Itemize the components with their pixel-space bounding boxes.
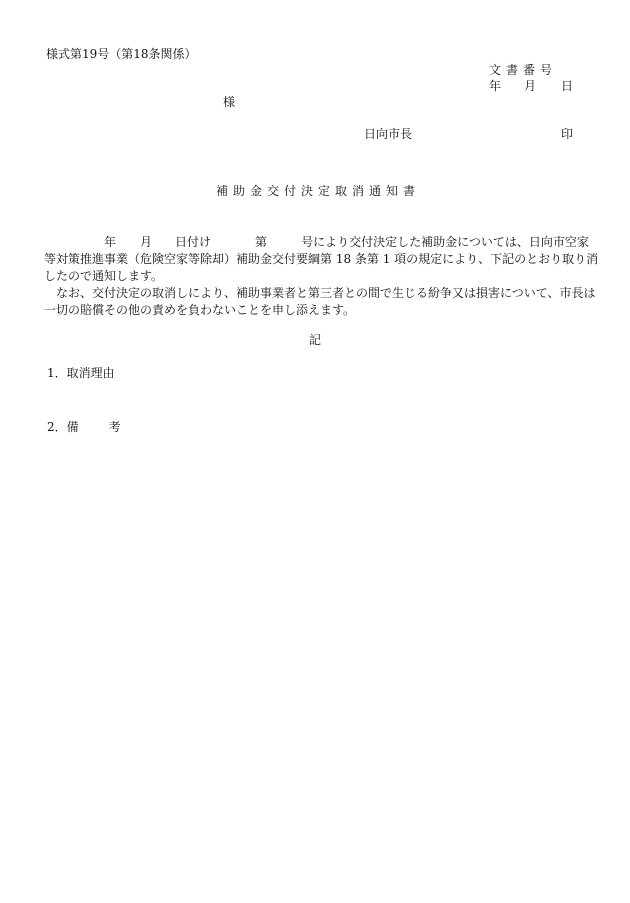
issuer-name: 日向市長 (364, 127, 413, 141)
paragraph1-line2: 等対策推進事業（危険空家等除却）補助金交付要綱第 18 条第 1 項の規定により、下記のとおり取り消 (44, 252, 599, 266)
paragraph2-line2: 一切の賠償その他の責めを負わないことを申し添えます。 (44, 303, 356, 317)
form-number: 様式第19号（第18条関係） (46, 47, 197, 61)
item-2-number: 2． (47, 420, 67, 434)
body-text (44, 235, 599, 320)
paragraph1-year: 年 (104, 235, 117, 249)
item-1 (47, 366, 115, 380)
item-1-number: 1． (47, 366, 67, 380)
item-2 (47, 420, 121, 434)
paragraph1-dated: 日付け (175, 235, 212, 249)
paragraph1-line1 (44, 235, 590, 252)
date-month-label: 月 (524, 79, 537, 93)
date-day-label: 日 (561, 79, 574, 93)
paragraph1-line3: したので通知します。 (44, 269, 164, 283)
item-1-label: 取消理由 (66, 366, 115, 380)
paragraph2-line1: なお、交付決定の取消しにより、補助事業者と第三者との間で生じる紛争又は損害について、市長は (44, 286, 596, 300)
paragraph1-rest: 号により交付決定した補助金については、日向市空家 (301, 235, 589, 249)
item-2-label-part1: 備 (66, 420, 79, 434)
document-title: 補助金交付決定取消通知書 (216, 184, 421, 198)
date-year-label: 年 (489, 79, 502, 93)
ki-heading: 記 (309, 333, 322, 347)
paragraph1-number-prefix: 第 (255, 235, 268, 249)
seal-mark: 印 (561, 127, 574, 141)
item-2-label-part2: 考 (108, 420, 121, 434)
paragraph1-month: 月 (140, 235, 153, 249)
recipient-honorific: 様 (223, 95, 236, 109)
document-number-label: 文書番号 (489, 63, 558, 77)
